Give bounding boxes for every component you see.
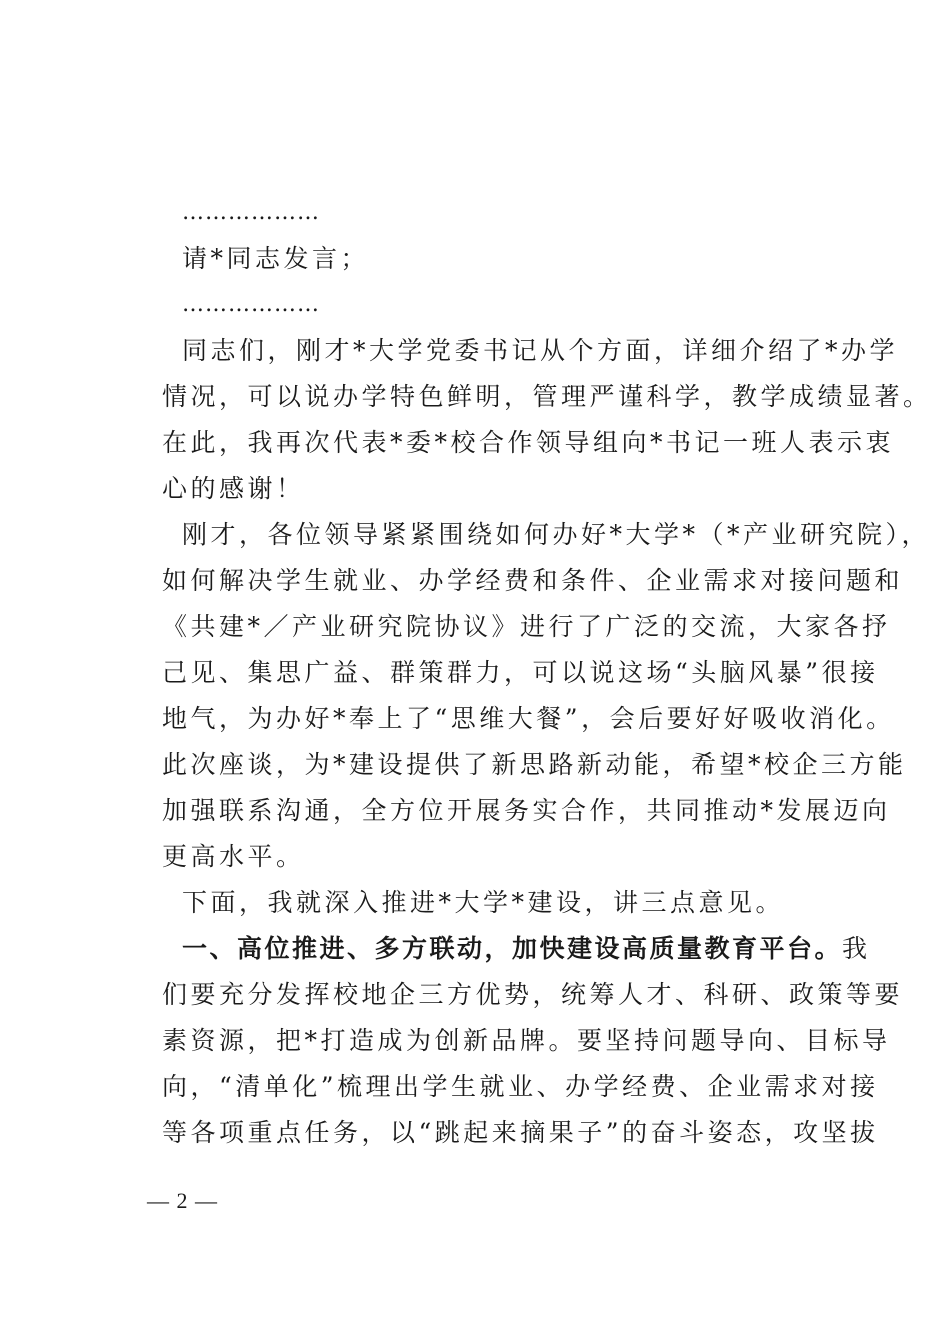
section-heading-line (162, 926, 871, 972)
section-heading: 一、高位推进、多方联动，加快建设高质量教育平台。 (182, 934, 843, 963)
paragraph-start: 同志们，刚才*大学党委书记从个方面，详细介绍了*办学 (182, 336, 899, 365)
text-line: 加强联系沟通，全方位开展务实合作，共同推动*发展迈向 (162, 796, 891, 825)
text-line: 们要充分发挥校地企三方优势，统筹人才、科研、政策等要 (162, 980, 904, 1009)
section-text-start: 我 (842, 934, 871, 963)
text-line: 心的感谢！ (162, 474, 305, 503)
text-line: 素资源，把*打造成为创新品牌。要坚持问题导向、目标导 (162, 1026, 891, 1055)
paragraph-start: 下面，我就深入推进*大学*建设，讲三点意见。 (182, 888, 785, 917)
text-line: 请*同志发言； (182, 244, 370, 273)
text-line: 此次座谈，为*建设提供了新思路新动能，希望*校企三方能 (162, 750, 907, 779)
document-body (162, 190, 932, 1156)
text-line: 如何解决学生就业、办学经费和条件、企业需求对接问题和 (162, 566, 904, 595)
text-line: 等各项重点任务，以“跳起来摘果子”的奋斗姿态，攻坚拔 (162, 1118, 879, 1147)
paragraph-start: 刚才，各位领导紧紧围绕如何办好*大学*（*产业研究院）， (182, 520, 931, 549)
text-line: 《共建*／产业研究院协议》进行了广泛的交流，大家各抒 (162, 612, 891, 641)
text-line: 己见、集思广益、群策群力，可以说这场“头脑风暴”很接 (162, 658, 879, 687)
ellipsis-line: ……………… (182, 200, 320, 225)
text-line: 情况，可以说办学特色鲜明，管理严谨科学，教学成绩显著。 (162, 382, 932, 411)
text-line: 更高水平。 (162, 842, 305, 871)
page-number: — 2 — (147, 1188, 218, 1213)
text-line: 向，“清单化”梳理出学生就业、办学经费、企业需求对接 (162, 1072, 879, 1101)
ellipsis-line: ……………… (182, 292, 320, 317)
text-line: 在此，我再次代表*委*校合作领导组向*书记一班人表示衷 (162, 428, 895, 457)
text-line: 地气，为办好*奉上了“思维大餐”，会后要好好吸收消化。 (162, 704, 895, 733)
